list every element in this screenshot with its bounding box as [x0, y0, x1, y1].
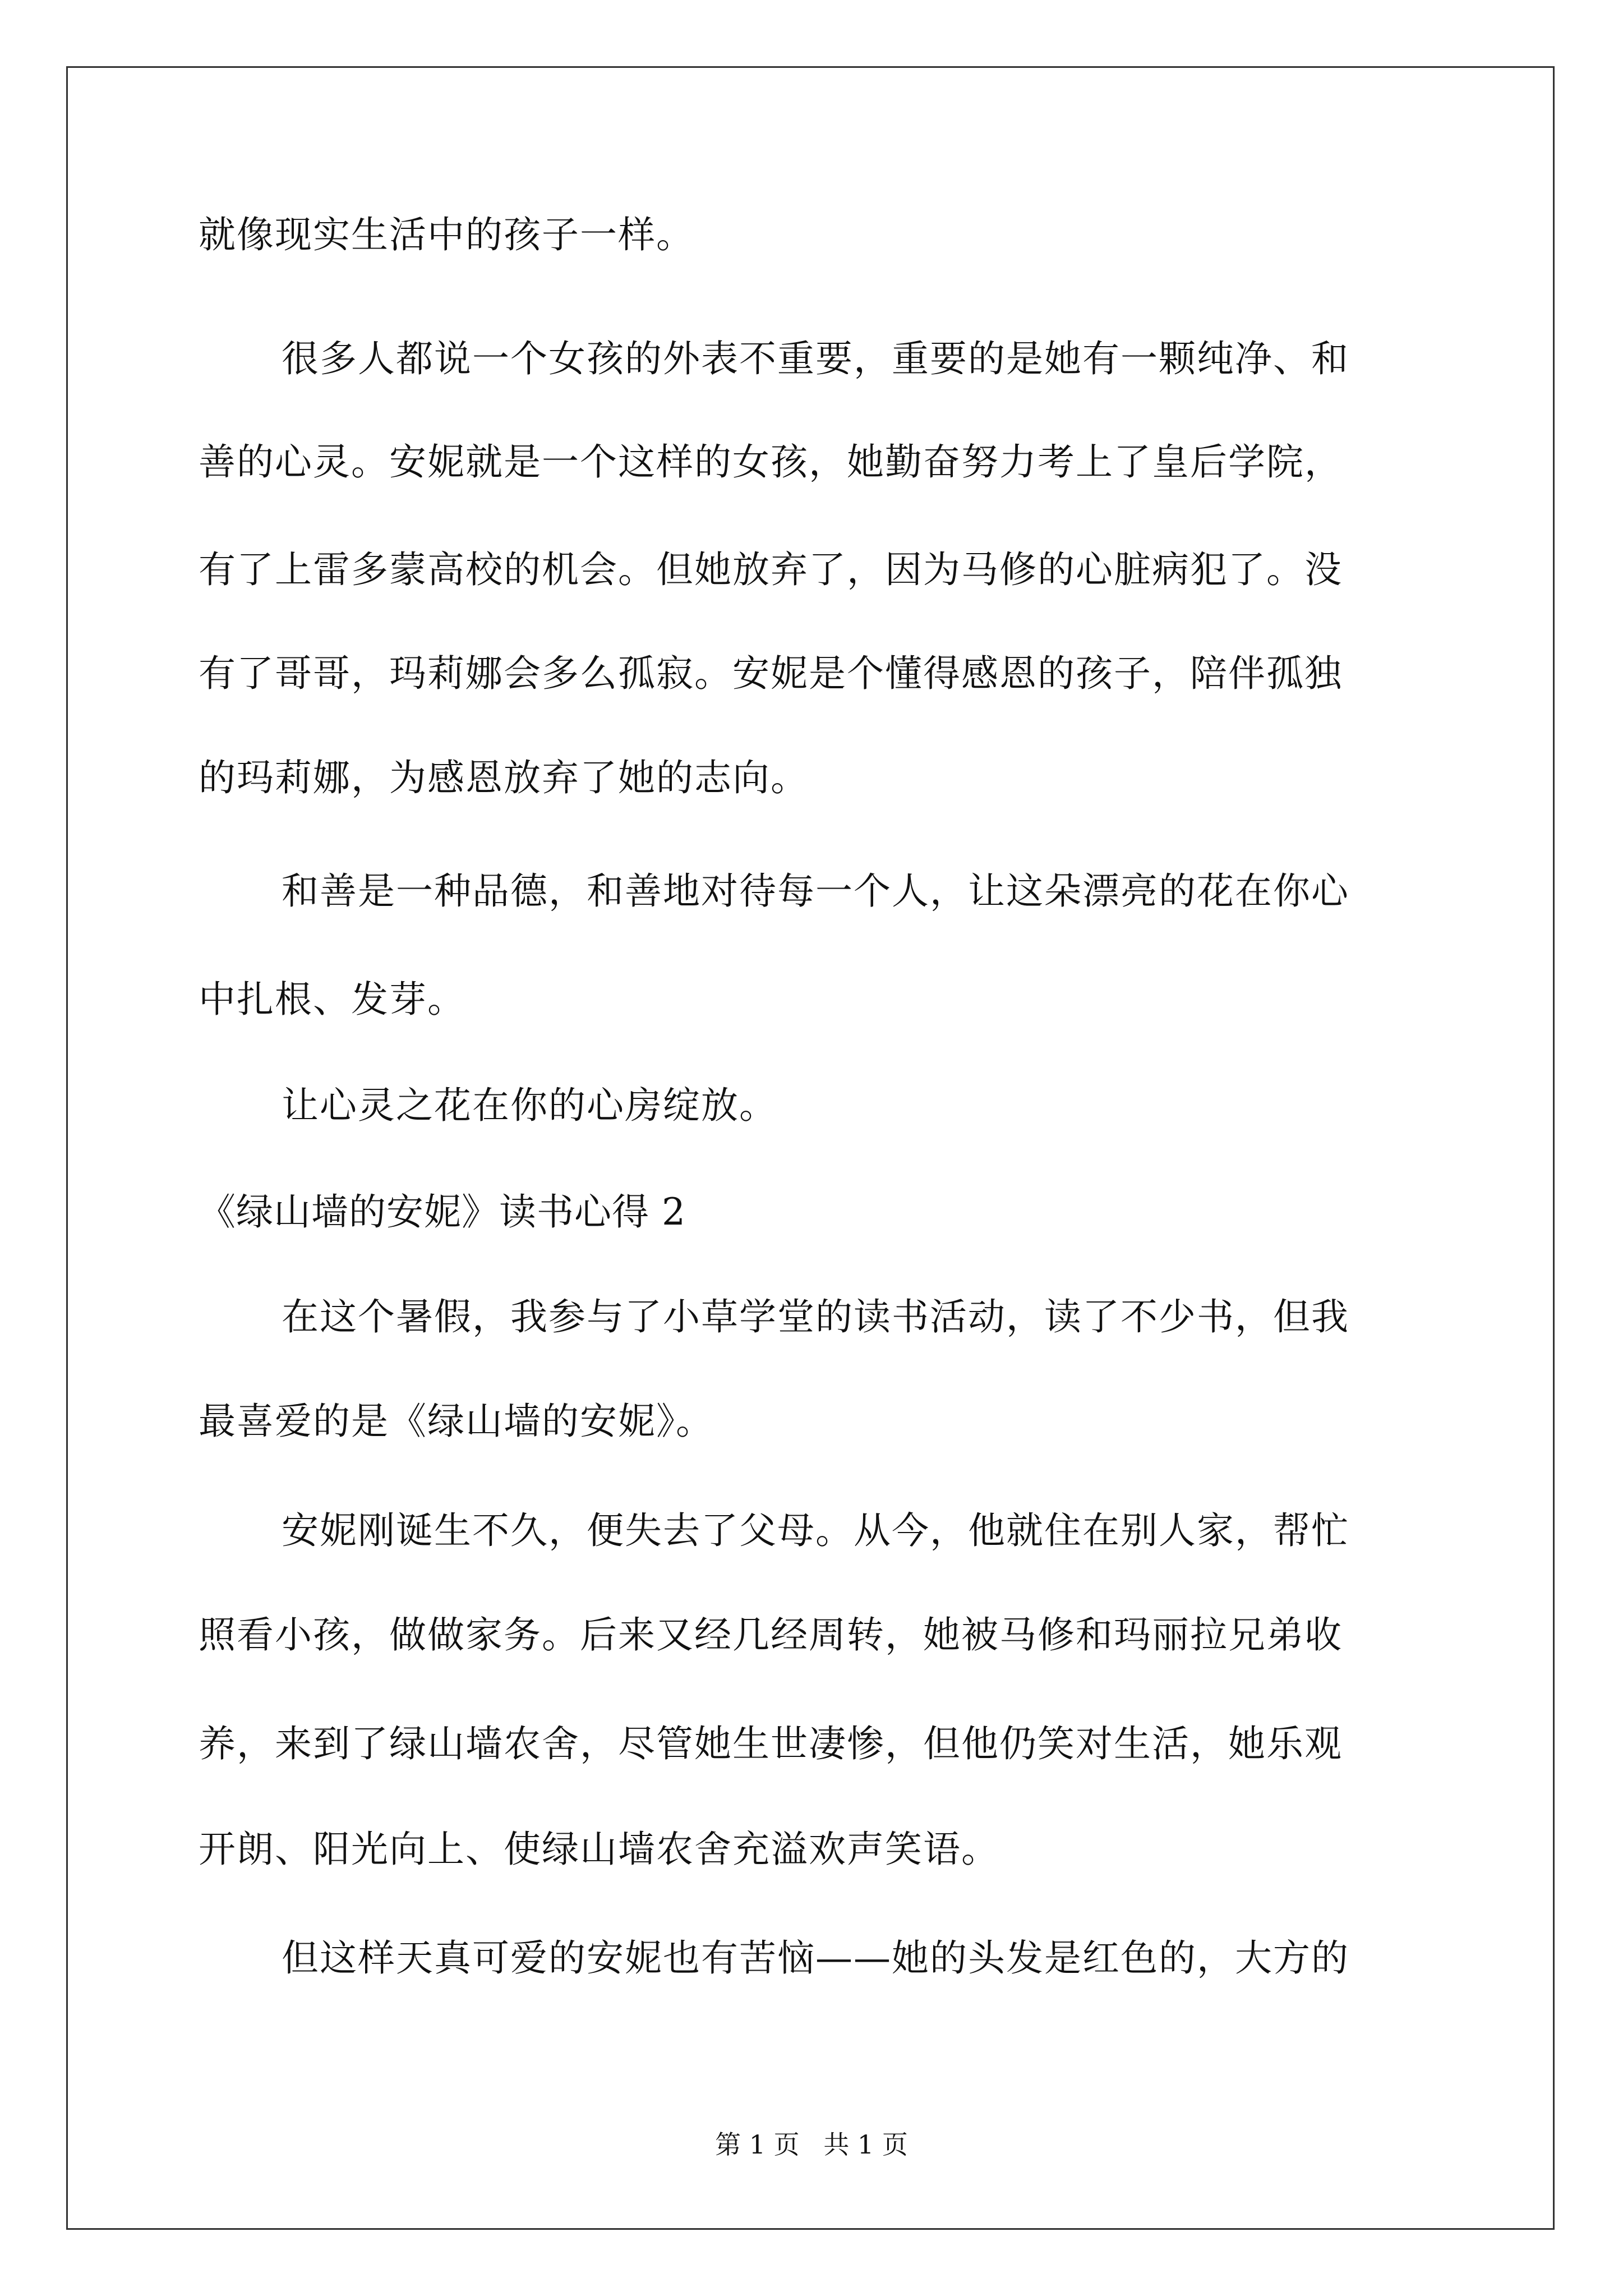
paragraph-line: 的玛莉娜，为感恩放弃了她的志向。: [199, 756, 809, 799]
paragraph-line: 安妮刚诞生不久，便失去了父母。从今，他就住在别人家，帮忙: [282, 1509, 1349, 1552]
section-heading: 《绿山墙的安妮》读书心得 2: [199, 1190, 686, 1234]
paragraph-line: 善的心灵。安妮就是一个这样的女孩，她勤奋努力考上了皇后学院，: [199, 440, 1343, 484]
paragraph-line: 但这样天真可爱的安妮也有苦恼——她的头发是红色的，大方的: [282, 1936, 1349, 1980]
page-border: [66, 66, 1555, 2230]
paragraph-line: 和善是一种品德，和善地对待每一个人，让这朵漂亮的花在你心: [282, 869, 1349, 913]
paragraph-line: 让心灵之花在你的心房绽放。: [282, 1084, 777, 1127]
paragraph-line: 养，来到了绿山墙农舍，尽管她生世凄惨，但他仍笑对生活，她乐观: [199, 1722, 1343, 1765]
paragraph-line: 开朗、阳光向上、使绿山墙农舍充溢欢声笑语。: [199, 1828, 999, 1871]
paragraph-line: 有了上雷多蒙高校的机会。但她放弃了，因为马修的心脏病犯了。没: [199, 548, 1343, 591]
paragraph-line: 最喜爱的是《绿山墙的安妮》。: [199, 1400, 714, 1443]
page-number: 第 1 页: [715, 2129, 800, 2160]
page-footer: [0, 2129, 1623, 2160]
paragraph-line: 照看小孩，做做家务。后来又经几经周转，她被马修和玛丽拉兄弟收: [199, 1613, 1343, 1657]
page-total: 共 1 页: [823, 2129, 908, 2160]
paragraph-line: 就像现实生活中的孩子一样。: [199, 213, 694, 256]
paragraph-line: 有了哥哥，玛莉娜会多么孤寂。安妮是个懂得感恩的孩子，陪伴孤独: [199, 652, 1343, 695]
paragraph-line: 很多人都说一个女孩的外表不重要，重要的是她有一颗纯净、和: [282, 337, 1349, 380]
paragraph-line: 在这个暑假，我参与了小草学堂的读书活动，读了不少书，但我: [282, 1295, 1349, 1338]
paragraph-line: 中扎根、发芽。: [199, 978, 465, 1021]
